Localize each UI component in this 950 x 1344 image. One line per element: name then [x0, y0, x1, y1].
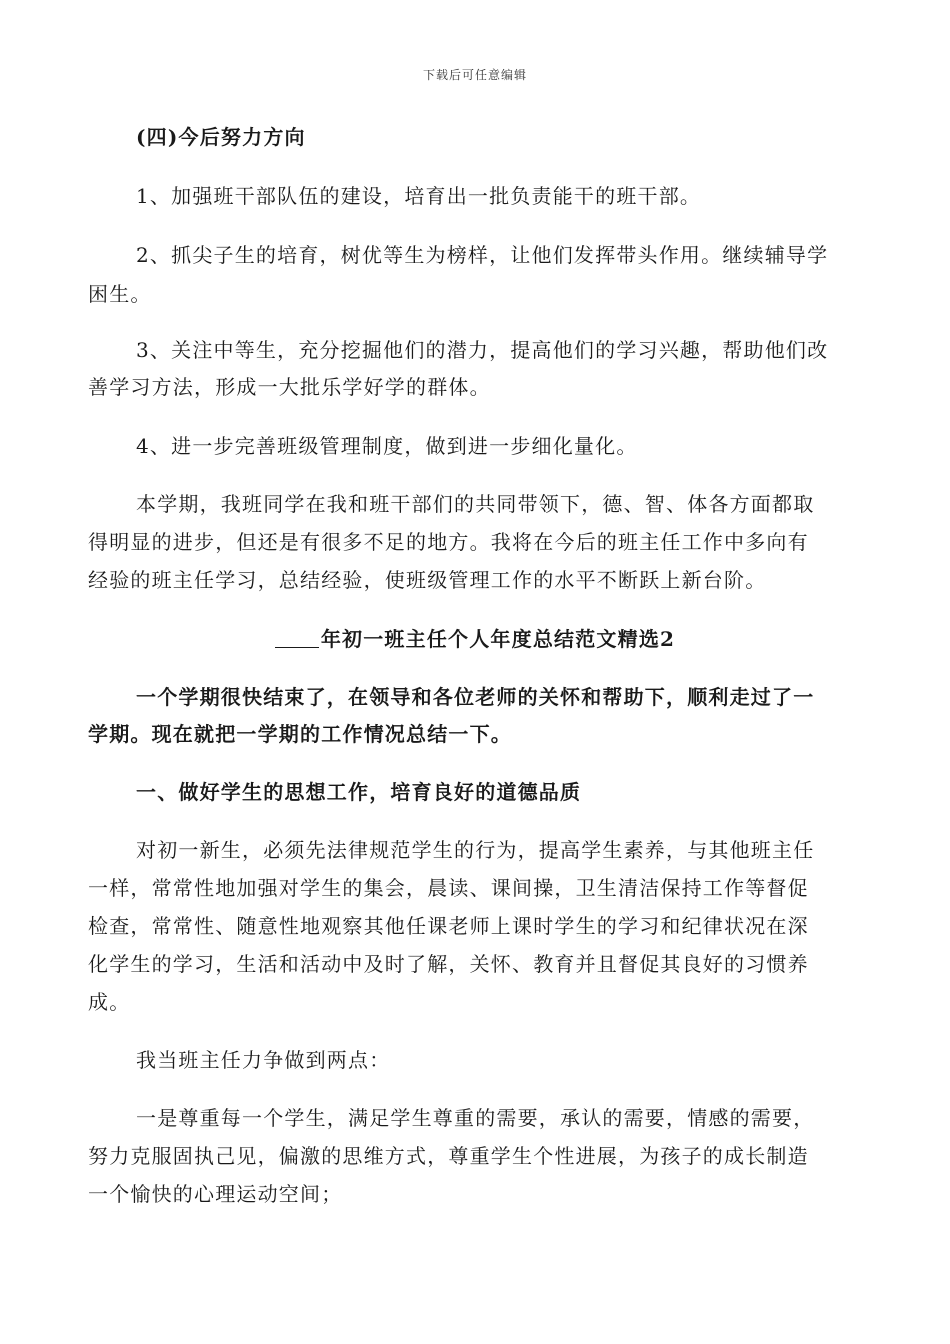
- paragraph-line: 困生。: [88, 282, 152, 306]
- paragraph-line: 3、关注中等生，充分挖掘他们的潜力，提高他们的学习兴趣，帮助他们改: [136, 338, 829, 362]
- article-title-text: 年初一班主任个人年度总结范文精选2: [320, 627, 676, 651]
- paragraph-line: 本学期，我班同学在我和班干部们的共同带领下，德、智、体各方面都取: [136, 492, 815, 516]
- paragraph-line: 善学习方法，形成一大批乐学好学的群体。: [88, 375, 491, 399]
- paragraph-line: 一样，常常性地加强对学生的集会，晨读、课间操，卫生清洁保持工作等督促: [88, 876, 809, 900]
- page-header-note: 下载后可任意编辑: [422, 68, 527, 82]
- paragraph-line: 得明显的进步，但还是有很多不足的地方。我将在今后的班主任工作中多向有: [88, 530, 809, 554]
- title-blank-underline: [275, 627, 319, 648]
- intro-line: 一个学期很快结束了，在领导和各位老师的关怀和帮助下，顺利走过了一: [136, 685, 815, 709]
- section-heading-ideology: 一、做好学生的思想工作，培育良好的道德品质: [136, 780, 582, 804]
- paragraph-line: 经验的班主任学习，总结经验，使班级管理工作的水平不断跃上新台阶。: [88, 568, 767, 592]
- paragraph-line: 4、进一步完善班级管理制度，做到进一步细化量化。: [136, 434, 638, 458]
- section-heading-future-direction: (四)今后努力方向: [136, 125, 306, 149]
- paragraph-line: 1、加强班干部队伍的建设，培育出一批负责能干的班干部。: [136, 184, 702, 208]
- intro-line: 学期。现在就把一学期的工作情况总结一下。: [88, 722, 512, 746]
- paragraph-line: 成。: [88, 990, 131, 1014]
- paragraph-line: 化学生的学习，生活和活动中及时了解，关怀、教育并且督促其良好的习惯养: [88, 952, 809, 976]
- paragraph-line: 2、抓尖子生的培育，树优等生为榜样，让他们发挥带头作用。继续辅导学: [136, 243, 829, 267]
- article-title: [0, 624, 950, 654]
- paragraph-line: 一是尊重每一个学生，满足学生尊重的需要，承认的需要，情感的需要，: [136, 1106, 815, 1130]
- paragraph-line: 我当班主任力争做到两点：: [136, 1048, 391, 1072]
- paragraph-line: 努力克服固执己见，偏激的思维方式，尊重学生个性进展，为孩子的成长制造: [88, 1144, 809, 1168]
- paragraph-line: 对初一新生，必须先法律规范学生的行为，提高学生素养，与其他班主任: [136, 838, 815, 862]
- paragraph-line: 一个愉快的心理运动空间；: [88, 1182, 343, 1206]
- paragraph-line: 检查，常常性、随意性地观察其他任课老师上课时学生的学习和纪律状况在深: [88, 914, 809, 938]
